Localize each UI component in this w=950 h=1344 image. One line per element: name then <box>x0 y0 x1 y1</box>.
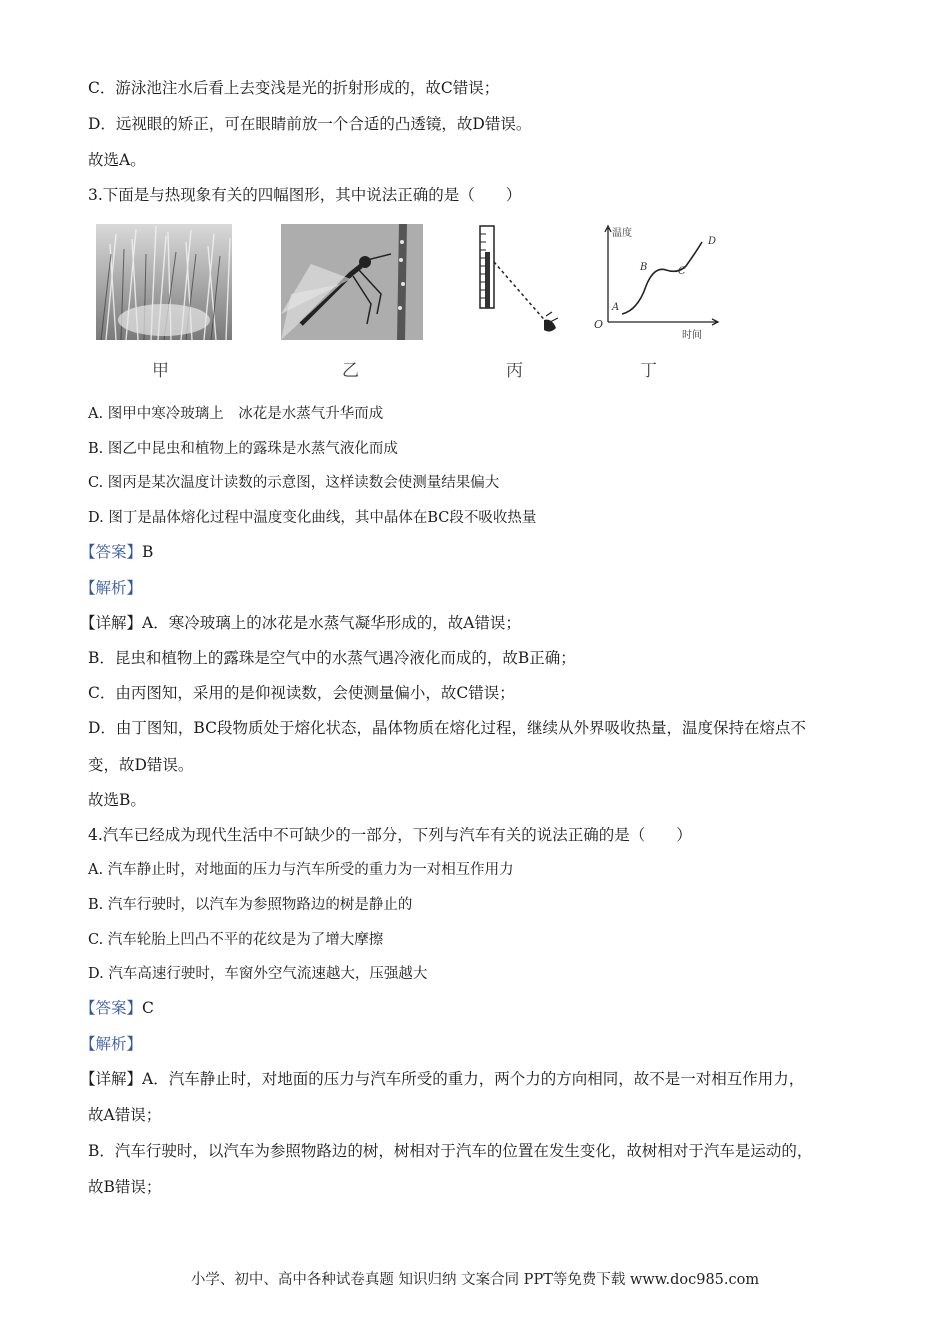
graph-point-c: C <box>678 266 686 277</box>
text-line: 故选A。 <box>88 151 146 169</box>
question-3-option-a: A. 图甲中寒冷玻璃上 冰花是水蒸气升华而成 <box>88 406 384 422</box>
question-3-detail-line: D．由丁图知，BC段物质处于熔化状态，晶体物质在熔化过程，继续从外界吸收热量，温度保持在熔点不 <box>88 719 806 737</box>
detail-tag: 【详解】 <box>80 1070 143 1088</box>
question-3-analysis-tag: 【解析】 <box>80 579 143 597</box>
graph-origin-label: O <box>594 318 604 331</box>
detail-tag: 【详解】 <box>80 614 143 632</box>
question-4-option-a: A. 汽车静止时，对地面的压力与汽车所受的重力为一对相互作用力 <box>88 862 514 878</box>
question-3-detail-line: 变，故D错误。 <box>88 756 194 774</box>
answer-tag: 【答案】 <box>80 543 143 561</box>
question-4-option-d: D. 汽车高速行驶时，车窗外空气流速越大，压强越大 <box>88 966 428 982</box>
figure-label-ding: 丁 <box>640 361 657 381</box>
text-line: D．远视眼的矫正，可在眼睛前放一个合适的凸透镜，故D错误。 <box>88 115 532 133</box>
question-4-analysis-tag: 【解析】 <box>80 1035 143 1053</box>
question-4-detail-line: 故B错误； <box>88 1178 162 1196</box>
question-3-option-c: C. 图丙是某次温度计读数的示意图，这样读数会使测量结果偏大 <box>88 475 500 491</box>
question-4-detail-line: 故A错误； <box>88 1106 162 1124</box>
question-4-detail-line <box>80 1067 804 1089</box>
figure-label-yi: 乙 <box>342 361 359 381</box>
graph-point-b: B <box>640 262 648 273</box>
page-footer: 小学、初中、高中各种试卷真题 知识归纳 文案合同 PPT等免费下载 www.doc985.com <box>190 1272 760 1288</box>
answer-tag: 【答案】 <box>80 999 143 1017</box>
question-4-stem: 4.汽车已经成为现代生活中不可缺少的一部分，下列与汽车有关的说法正确的是（ ） <box>88 826 692 844</box>
question-4-answer <box>80 996 154 1018</box>
graph-point-d: D <box>708 236 717 247</box>
question-3-stem: 3.下面是与热现象有关的四幅图形，其中说法正确的是（ ） <box>88 186 522 204</box>
question-3-answer <box>80 540 153 562</box>
question-3-detail-line: B．昆虫和植物上的露珠是空气中的水蒸气遇冷液化而成的，故B正确； <box>88 649 576 667</box>
question-3-option-d: D. 图丁是晶体熔化过程中温度变化曲线，其中晶体在BC段不吸收热量 <box>88 510 537 526</box>
answer-value: B <box>142 543 154 561</box>
graph-point-a: A <box>612 302 620 313</box>
detail-text: A．寒冷玻璃上的冰花是水蒸气凝华形成的，故A错误； <box>142 614 521 632</box>
figure-label-bing: 丙 <box>506 361 523 381</box>
question-3-figures <box>96 222 736 382</box>
question-3-detail-line: C．由丙图知，采用的是仰视读数，会使测量偏小，故C错误； <box>88 684 515 702</box>
graph-ylabel: 温度 <box>612 228 632 239</box>
frost-photo <box>96 224 232 340</box>
thermometer-diagram <box>472 222 572 346</box>
dragonfly-photo <box>281 224 423 340</box>
answer-value: C <box>142 999 154 1017</box>
graph-xlabel: 时间 <box>682 330 702 341</box>
question-3-option-b: B. 图乙中昆虫和植物上的露珠是水蒸气液化而成 <box>88 441 398 457</box>
question-4-detail-line: B．汽车行驶时，以汽车为参照物路边的树，树相对于汽车的位置在发生变化，故树相对于汽车是运动的， <box>88 1142 813 1160</box>
question-3-detail-line: 故选B。 <box>88 791 146 809</box>
question-4-option-b: B. 汽车行驶时，以汽车为参照物路边的树是静止的 <box>88 897 413 913</box>
question-3-detail-line <box>80 611 521 633</box>
question-4-option-c: C. 汽车轮胎上凹凸不平的花纹是为了增大摩擦 <box>88 932 384 948</box>
figure-label-jia: 甲 <box>152 361 169 381</box>
text-line: C．游泳池注水后看上去变浅是光的折射形成的，故C错误； <box>88 79 500 97</box>
detail-text: A．汽车静止时，对地面的压力与汽车所受的重力，两个力的方向相同，故不是一对相互作用力， <box>142 1070 805 1088</box>
